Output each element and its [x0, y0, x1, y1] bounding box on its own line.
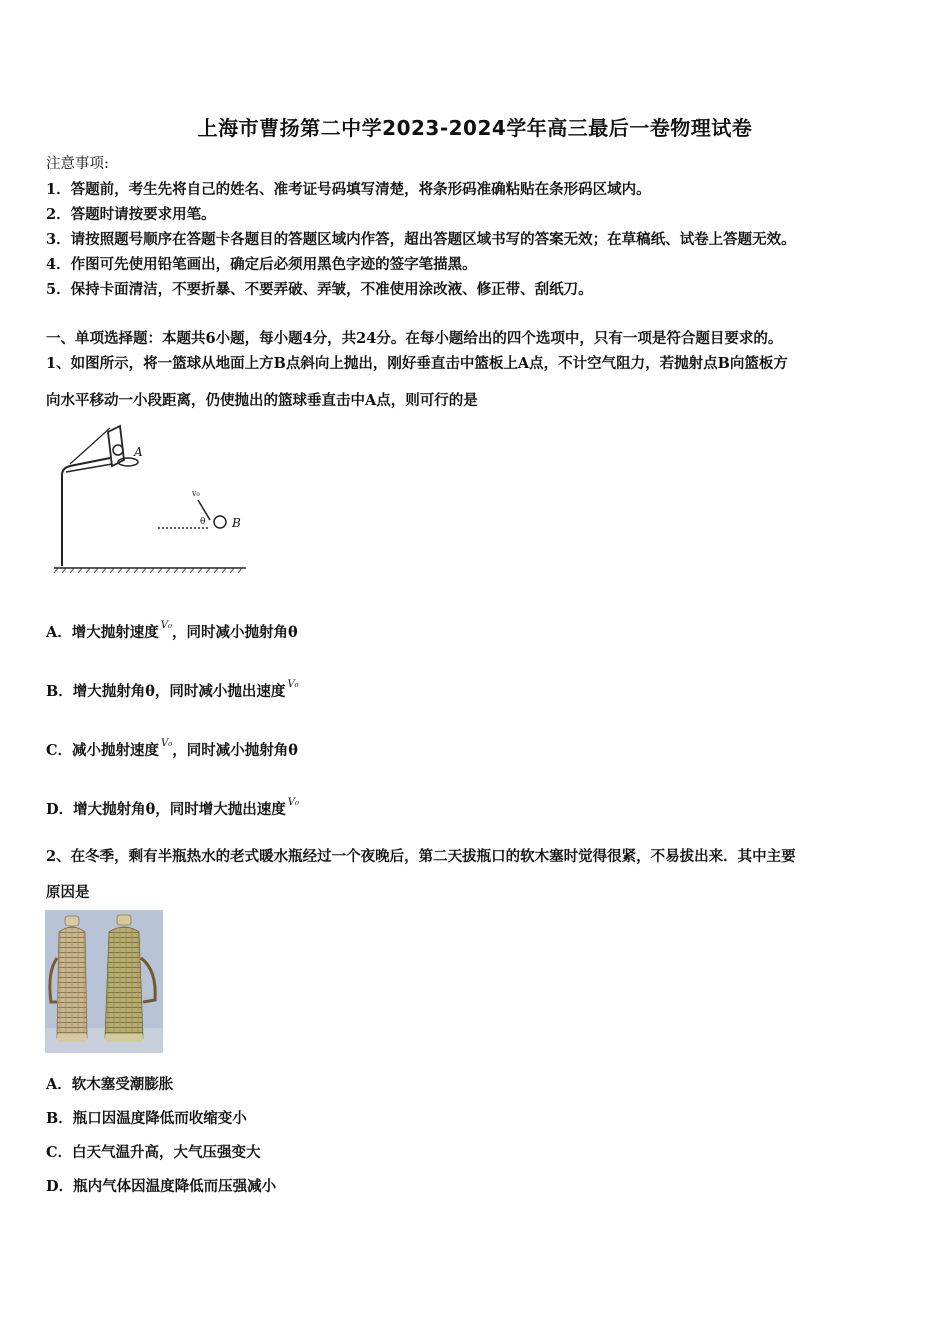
- label-b: B: [232, 516, 241, 530]
- option-text: C．减小抛射速度: [46, 742, 160, 759]
- notice-item: 2．答题时请按要求用笔。: [46, 206, 216, 223]
- question-2-text: 2、在冬季，剩有半瓶热水的老式暖水瓶经过一个夜晚后，第二天拔瓶口的软木塞时觉得很紧，不易拔出来．其中主要: [46, 848, 796, 865]
- option-text: B．增大抛射角θ，同时减小抛出速度: [46, 683, 286, 700]
- thermos-photo: [45, 910, 163, 1053]
- right-thermos-body: [105, 927, 143, 1041]
- left-thermos-base: [57, 1034, 87, 1042]
- question-1-option-c: [46, 738, 298, 760]
- question-1-option-a: [46, 620, 298, 642]
- v0-symbol: V₀: [287, 679, 299, 690]
- ball-at-a: [113, 445, 123, 455]
- question-1-option-d: [46, 797, 299, 819]
- section-heading: 一、单项选择题：本题共6小题，每小题4分，共24分。在每小题给出的四个选项中，只有一项是符合题目要求的。: [46, 330, 783, 347]
- v0-symbol: V₀: [160, 620, 172, 631]
- question-1-text: 向水平移动一小段距离，仍使抛出的篮球垂直击中A点，则可行的是: [46, 392, 478, 409]
- v0-symbol: V₀: [287, 797, 299, 808]
- notice-item: 5．保持卡面清洁，不要折暴、不要弄破、弄皱，不准使用涂改液、修正带、刮纸刀。: [46, 281, 593, 298]
- notice-heading: 注意事项:: [46, 156, 109, 172]
- label-v0: v₀: [192, 489, 200, 498]
- notice-item: 1．答题前，考生先将自己的姓名、准考证号码填写清楚，将条形码准确粘贴在条形码区域内。: [46, 181, 651, 198]
- basketball-figure: [50, 420, 250, 580]
- notice-item: 3．请按照题号顺序在答题卡各题目的答题区域内作答，超出答题区域书写的答案无效；在草稿纸、试卷上答题无效。: [46, 231, 796, 248]
- option-text: D．增大抛射角θ，同时增大抛出速度: [46, 801, 286, 818]
- right-thermos-cap: [117, 915, 131, 925]
- option-text: A．增大抛射速度: [46, 624, 159, 641]
- option-text: ，同时减小抛射角θ: [172, 742, 298, 759]
- label-a: A: [134, 445, 143, 459]
- question-1-text: 1、如图所示，将一篮球从地面上方B点斜向上抛出，刚好垂直击中篮板上A点，不计空气阻力，若抛射点B向篮板方: [46, 355, 788, 372]
- question-2-option-b: B．瓶口因温度降低而收缩变小: [46, 1110, 247, 1127]
- question-2-option-a: A．软木塞受潮膨胀: [46, 1076, 174, 1093]
- question-2-text: 原因是: [46, 884, 90, 901]
- hoop-pole: [62, 458, 110, 566]
- left-thermos-body: [57, 927, 87, 1041]
- ball-at-b: [214, 516, 226, 528]
- option-text: ，同时减小抛射角θ: [171, 624, 298, 641]
- question-2-option-d: D．瓶内气体因温度降低而压强减小: [46, 1178, 277, 1195]
- label-theta: θ: [200, 517, 206, 527]
- v0-symbol: V₀: [161, 738, 173, 749]
- right-thermos-base: [105, 1034, 143, 1042]
- left-thermos-cap: [65, 916, 79, 926]
- page-title: 上海市曹扬第二中学2023-2024学年高三最后一卷物理试卷: [197, 116, 753, 140]
- notice-item: 4．作图可先使用铅笔画出，确定后必须用黑色字迹的签字笔描黑。: [46, 256, 477, 273]
- question-1-option-b: [46, 679, 299, 701]
- question-2-option-c: C．白天气温升高，大气压强变大: [46, 1144, 261, 1161]
